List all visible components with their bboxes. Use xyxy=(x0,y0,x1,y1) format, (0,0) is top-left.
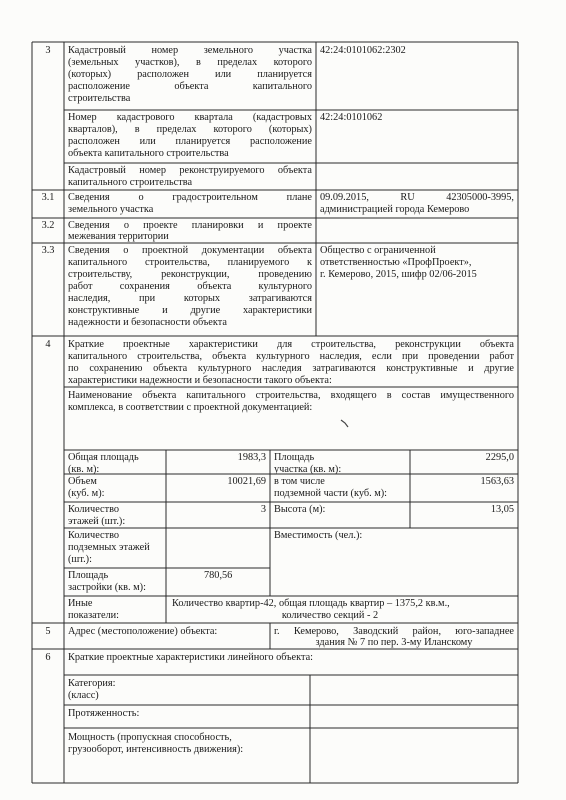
floors-value: 3 xyxy=(260,504,266,515)
line-capacity-label-line-1: Мощность (пропускная способность, xyxy=(68,732,232,743)
cadastral-label-line-4: расположение объекта капитального xyxy=(68,81,312,92)
volume-label-line-1: Объем xyxy=(68,476,97,487)
quarter-label-line-4: объекта капитального строительства xyxy=(68,148,229,159)
planning-label-line-1: Сведения о проекте планировки и проекте xyxy=(68,220,312,231)
other-label-line-2: показатели: xyxy=(68,610,120,621)
length-label: Протяженность: xyxy=(68,708,140,719)
quarter-number-value: 42:24:0101062 xyxy=(320,112,383,123)
other-value-line-2: количество секций - 2 xyxy=(281,610,379,621)
height-label: Высота (м): xyxy=(274,504,326,515)
total-area-label-line-2: (кв. м): xyxy=(68,464,100,475)
quarter-label-line-2: кварталов), в пределах которого (которых) xyxy=(68,124,312,135)
row-3-1-number: 3.1 xyxy=(41,192,55,203)
r4-heading-line-1: Краткие проектные характеристики для строительства, реконструкции объекта xyxy=(68,339,514,350)
volume-value: 10021,69 xyxy=(227,476,266,487)
volume-label-line-2: (куб. м): xyxy=(68,488,105,499)
r4-heading-line-4: характеристики надежности и безопасности такого объекта: xyxy=(68,375,332,386)
row-3-3-number: 3.3 xyxy=(41,245,55,256)
built-area-label-line-2: застройки (кв. м): xyxy=(68,582,146,593)
reconstructed-label-line-1: Кадастровый номер реконструируемого объекта xyxy=(68,165,312,176)
quarter-label-line-1: Номер кадастрового квартала (кадастровых xyxy=(68,112,312,123)
underground-floors-label-line-2: подземных этажей xyxy=(68,542,150,553)
docs-label-line-6: конструктивные и другие характеристики xyxy=(68,305,312,316)
gradplan-value-line-1: 09.09.2015, RU 42305000-3995, xyxy=(320,192,514,203)
cadastral-label-line-5: строительства xyxy=(68,93,131,104)
docs-value-line-3: г. Кемерово, 2015, шифр 02/06-2015 xyxy=(320,269,477,280)
address-value-line-2: здания № 7 по пер. 3-му Иланскому xyxy=(315,637,473,648)
built-area-label-line-1: Площадь xyxy=(68,570,109,581)
docs-label-line-3: строительству, реконструкции, проведению xyxy=(68,269,312,280)
underground-floors-label-line-3: (шт.): xyxy=(68,554,92,565)
underground-volume-label-line-1: в том числе xyxy=(274,476,325,487)
cadastral-label-line-3: (которых) расположен или планируется xyxy=(68,69,312,80)
gradplan-value-line-2: администрацией города Кемерово xyxy=(320,204,470,215)
planning-label-line-2: межевания территории xyxy=(68,231,169,242)
cadastral-number-value: 42:24:0101062:2302 xyxy=(320,45,406,56)
docs-label-line-5: наследия, при которых затрагиваются xyxy=(68,293,312,304)
total-area-label-line-1: Общая площадь xyxy=(68,452,139,463)
address-value-line-1: г. Кемерово, Заводский район, юго-западнее xyxy=(274,626,514,637)
row-6-number: 6 xyxy=(45,652,51,663)
quarter-label-line-3: расположен или планируется расположение xyxy=(68,136,312,147)
category-label-line-1: Категория: xyxy=(68,678,116,689)
r4-heading-line-3: по сохранению объекта культурного наследия затрагиваются конструктивные и другие xyxy=(68,363,514,374)
height-value: 13,05 xyxy=(490,504,514,515)
other-label-line-1: Иные xyxy=(68,598,93,609)
row-5-number: 5 xyxy=(45,626,51,637)
underground-volume-value: 1563,63 xyxy=(480,476,514,487)
reconstructed-label-line-2: капитального строительства xyxy=(68,177,193,188)
linear-heading: Краткие проектные характеристики линейного объекта: xyxy=(68,652,314,663)
site-area-label-line-2: участка (кв. м): xyxy=(274,464,342,475)
docs-label-line-1: Сведения о проектной документации объекта xyxy=(68,245,312,256)
capacity-label: Вместимость (чел.): xyxy=(274,530,363,541)
docs-label-line-4: работ сохранения объекта культурного xyxy=(68,281,312,292)
cadastral-label-line-2: (земельных участков), в пределах которого xyxy=(68,57,312,68)
category-label-line-2: (класс) xyxy=(68,690,99,701)
r4-heading-line-2: капитального строительства, объекта культурного наследия, если при проведении работ xyxy=(68,351,514,362)
underground-volume-label-line-2: подземной части (куб. м): xyxy=(274,488,388,499)
gradplan-label-line-1: Сведения о градостроительном плане xyxy=(68,192,312,203)
underground-floors-label-line-1: Количество xyxy=(68,530,120,541)
other-value-line-1: Количество квартир-42, общая площадь квартир – 1375,2 кв.м., xyxy=(172,598,450,609)
cadastral-label-line-1: Кадастровый номер земельного участка xyxy=(68,45,312,56)
floors-label-line-2: этажей (шт.): xyxy=(68,516,126,527)
address-label: Адрес (местоположение) объекта: xyxy=(68,626,218,637)
total-area-value: 1983,3 xyxy=(237,452,266,463)
row-4-number: 4 xyxy=(45,339,51,350)
pen-mark-icon xyxy=(340,418,350,428)
site-area-label-line-1: Площадь xyxy=(274,452,315,463)
gradplan-label-line-2: земельного участка xyxy=(68,204,154,215)
docs-value-line-2: ответственностью «ПрофПроект», xyxy=(320,257,472,268)
line-capacity-label-line-2: грузооборот, интенсивность движения): xyxy=(68,744,244,755)
docs-value-line-1: Общество с ограниченной xyxy=(320,245,436,256)
docs-label-line-7: надежности и безопасности объекта xyxy=(68,317,227,328)
built-area-value: 780,56 xyxy=(204,570,233,581)
floors-label-line-1: Количество xyxy=(68,504,120,515)
r4-subheading-line-1: Наименование объекта капитального строительства, входящего в состав имущественного xyxy=(68,390,514,401)
docs-label-line-2: капитального строительства, планируемого к xyxy=(68,257,312,268)
row-3-2-number: 3.2 xyxy=(41,220,55,231)
r4-subheading-line-2: комплекса, в соответствии с проектной документацией: xyxy=(68,402,313,413)
site-area-value: 2295,0 xyxy=(485,452,514,463)
row-3-number: 3 xyxy=(45,45,51,56)
